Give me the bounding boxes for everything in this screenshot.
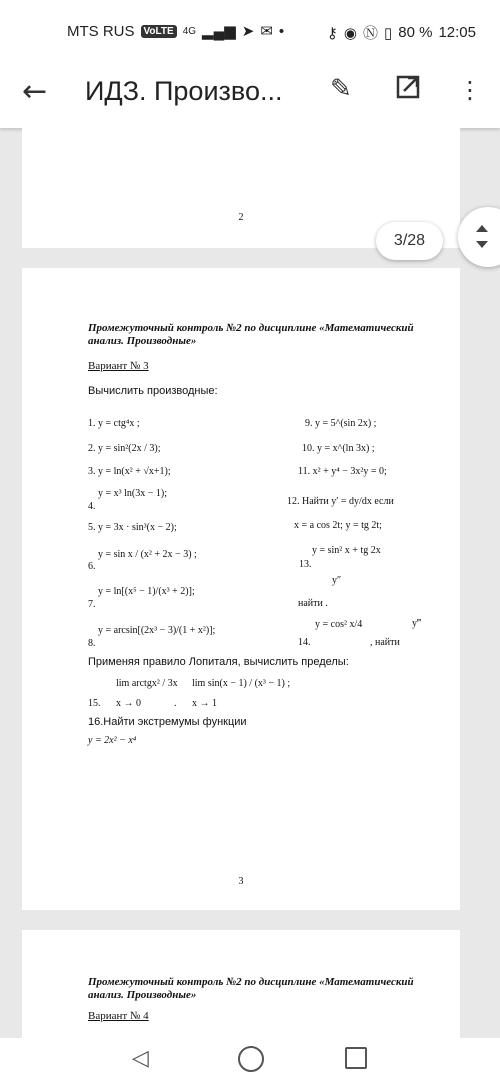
nav-back-icon[interactable]: ◁ xyxy=(132,1046,149,1071)
task-item: x = a cos 2t; y = tg 2t; xyxy=(294,520,382,531)
task-item: найти . xyxy=(298,598,328,609)
task-item: y = x³ ln(3x − 1); xyxy=(98,488,167,499)
separator-dot: . xyxy=(174,698,177,709)
battery-label: 80 % xyxy=(398,24,433,41)
task-number: 8. xyxy=(88,638,96,649)
system-nav-bar xyxy=(0,1038,500,1083)
eye-icon: ◉ xyxy=(343,24,357,42)
extremum-task: 16.Найти экстремумы функции xyxy=(88,716,247,728)
volte-badge: VoLTE xyxy=(141,25,177,38)
limit-expression: lim arctgx² / 3x xyxy=(116,678,178,689)
more-options-icon[interactable]: ⋮ xyxy=(458,76,482,104)
time-label: 12:05 xyxy=(438,24,476,41)
back-arrow-icon[interactable]: ← xyxy=(22,74,48,109)
task-item: y = arcsin[(2x³ − 3)/(1 + x²)]; xyxy=(98,625,216,636)
key-icon: ⚷ xyxy=(326,24,338,42)
limit-subscript: x → 0 xyxy=(116,698,141,709)
task-number: 7. xyxy=(88,599,96,610)
task-number: 13. xyxy=(299,559,312,570)
document-page-4 xyxy=(22,930,460,1040)
nav-recent-apps-icon[interactable] xyxy=(345,1047,367,1069)
notification-icon: • xyxy=(278,22,285,40)
page-counter: 3/28 xyxy=(376,222,443,260)
task-number: 4. xyxy=(88,501,96,512)
document-page-3 xyxy=(22,268,460,910)
task-item: 10. y = x^(ln 3x) ; xyxy=(302,443,375,454)
network-label: 4G xyxy=(182,25,197,37)
task-item: 1. y = ctg⁴x ; xyxy=(88,418,140,429)
scroll-up-icon xyxy=(476,225,488,232)
variant-label: Вариант № 4 xyxy=(88,1010,149,1022)
scroll-down-icon xyxy=(476,241,488,248)
vibrate-icon: ▯ xyxy=(383,24,393,42)
task-item: 3. y = ln(x² + √x+1); xyxy=(88,466,171,477)
task-item: 2. y = sin²(2x / 3); xyxy=(88,443,161,454)
variant-label: Вариант № 3 xyxy=(88,360,149,372)
task-item: y‴ xyxy=(412,618,422,629)
document-title: ИДЗ. Произво... xyxy=(85,76,283,106)
status-left xyxy=(67,22,284,40)
scroll-handle[interactable] xyxy=(458,207,500,267)
task-number: 15. xyxy=(88,698,101,709)
mail-icon: ✉ xyxy=(260,23,273,40)
task-item: 12. Найти y′ = dy/dx если xyxy=(287,496,394,507)
page-number: 2 xyxy=(238,212,244,223)
open-external-icon[interactable] xyxy=(395,74,421,100)
task-item: y = sin x / (x² + 2x − 3) ; xyxy=(98,549,197,560)
page-heading: Промежуточный контроль №2 по дисциплине «Математический анализ. Производные» xyxy=(88,976,414,1001)
task-item: y = ln[(x⁵ − 1)/(x³ + 2)]; xyxy=(98,586,195,597)
instruction-text: Вычислить производные: xyxy=(88,385,218,397)
task-item: 11. x² + y⁴ − 3x²y = 0; xyxy=(298,466,387,477)
function-expression: y = 2x² − x⁴ xyxy=(88,735,137,746)
limit-expression: lim sin(x − 1) / (x³ − 1) ; xyxy=(192,678,291,689)
task-number: 6. xyxy=(88,561,96,572)
signal-icon: ▂▄▆ xyxy=(202,23,236,40)
status-right xyxy=(327,22,476,43)
app-toolbar xyxy=(0,62,500,128)
task-item: , найти xyxy=(370,637,400,648)
nfc-icon: Ⓝ xyxy=(362,25,378,42)
page-heading: Промежуточный контроль №2 по дисциплине «Математический анализ. Производные» xyxy=(88,322,414,347)
task-number: 14. xyxy=(298,637,311,648)
task-item: 9. y = 5^(sin 2x) ; xyxy=(305,418,377,429)
task-item: y = sin² x + tg 2x xyxy=(312,545,381,556)
nav-home-icon[interactable] xyxy=(238,1046,264,1072)
telegram-icon: ➤ xyxy=(241,23,255,40)
status-bar xyxy=(0,0,500,62)
task-item: y″ xyxy=(332,575,342,586)
lopital-instruction: Применяя правило Лопиталя, вычислить пределы: xyxy=(88,656,349,668)
task-item: y = cos² x/4 xyxy=(315,619,363,630)
edit-pencil-icon[interactable]: ✎ xyxy=(330,74,352,104)
task-item: 5. y = 3x · sin³(x − 2); xyxy=(88,522,177,533)
page-number: 3 xyxy=(238,876,244,887)
carrier-label: MTS RUS xyxy=(67,22,135,40)
limit-subscript: x → 1 xyxy=(192,698,217,709)
